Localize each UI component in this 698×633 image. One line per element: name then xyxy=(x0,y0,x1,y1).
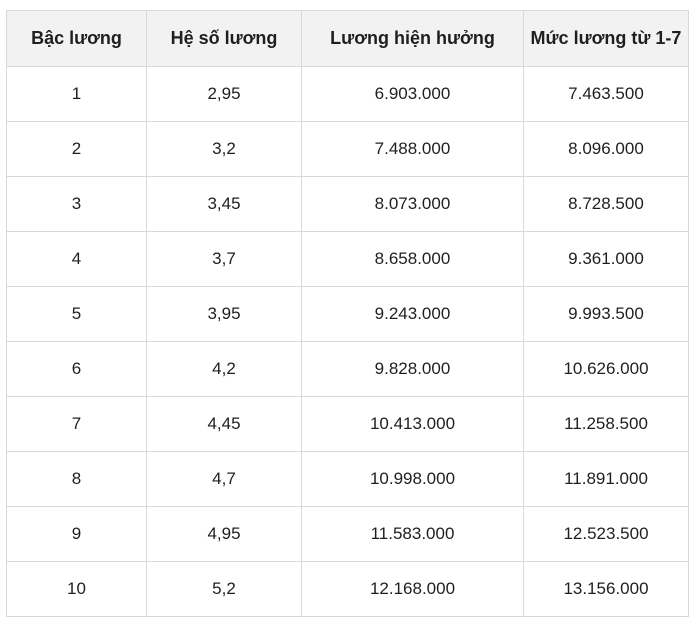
cell-salary-grade: 5 xyxy=(7,287,147,342)
table-header-row xyxy=(7,11,689,67)
cell-salary-coefficient: 3,7 xyxy=(147,232,302,287)
header-salary-coefficient: Hệ số lương xyxy=(147,11,302,67)
cell-salary-coefficient: 3,2 xyxy=(147,122,302,177)
cell-salary-level-1-7: 9.361.000 xyxy=(524,232,689,287)
cell-salary-coefficient: 4,95 xyxy=(147,507,302,562)
header-salary-grade: Bậc lương xyxy=(7,11,147,67)
cell-salary-grade: 9 xyxy=(7,507,147,562)
cell-salary-grade: 3 xyxy=(7,177,147,232)
cell-salary-coefficient: 3,45 xyxy=(147,177,302,232)
cell-salary-level-1-7: 11.258.500 xyxy=(524,397,689,452)
table-row xyxy=(7,452,689,507)
table-row xyxy=(7,397,689,452)
cell-salary-level-1-7: 7.463.500 xyxy=(524,67,689,122)
cell-salary-level-1-7: 11.891.000 xyxy=(524,452,689,507)
cell-salary-coefficient: 3,95 xyxy=(147,287,302,342)
table-row xyxy=(7,67,689,122)
cell-salary-grade: 4 xyxy=(7,232,147,287)
cell-current-salary: 12.168.000 xyxy=(302,562,524,617)
cell-salary-grade: 10 xyxy=(7,562,147,617)
cell-salary-level-1-7: 8.096.000 xyxy=(524,122,689,177)
cell-salary-grade: 2 xyxy=(7,122,147,177)
table-row xyxy=(7,232,689,287)
cell-salary-coefficient: 5,2 xyxy=(147,562,302,617)
table-row xyxy=(7,122,689,177)
header-current-salary: Lương hiện hưởng xyxy=(302,11,524,67)
cell-current-salary: 8.073.000 xyxy=(302,177,524,232)
cell-current-salary: 9.243.000 xyxy=(302,287,524,342)
cell-salary-coefficient: 2,95 xyxy=(147,67,302,122)
cell-salary-level-1-7: 13.156.000 xyxy=(524,562,689,617)
cell-salary-coefficient: 4,2 xyxy=(147,342,302,397)
cell-current-salary: 10.998.000 xyxy=(302,452,524,507)
salary-table xyxy=(6,10,689,617)
cell-salary-coefficient: 4,45 xyxy=(147,397,302,452)
table-body xyxy=(7,67,689,617)
cell-salary-level-1-7: 10.626.000 xyxy=(524,342,689,397)
cell-current-salary: 10.413.000 xyxy=(302,397,524,452)
cell-salary-grade: 1 xyxy=(7,67,147,122)
cell-salary-level-1-7: 9.993.500 xyxy=(524,287,689,342)
cell-current-salary: 7.488.000 xyxy=(302,122,524,177)
cell-salary-grade: 8 xyxy=(7,452,147,507)
cell-salary-coefficient: 4,7 xyxy=(147,452,302,507)
table-row xyxy=(7,507,689,562)
cell-current-salary: 11.583.000 xyxy=(302,507,524,562)
cell-salary-level-1-7: 8.728.500 xyxy=(524,177,689,232)
table-row xyxy=(7,342,689,397)
cell-salary-grade: 7 xyxy=(7,397,147,452)
cell-current-salary: 8.658.000 xyxy=(302,232,524,287)
cell-salary-grade: 6 xyxy=(7,342,147,397)
header-salary-level-1-7: Mức lương từ 1-7 xyxy=(524,11,689,67)
table-row xyxy=(7,177,689,232)
table-row xyxy=(7,287,689,342)
table-row xyxy=(7,562,689,617)
cell-salary-level-1-7: 12.523.500 xyxy=(524,507,689,562)
cell-current-salary: 6.903.000 xyxy=(302,67,524,122)
cell-current-salary: 9.828.000 xyxy=(302,342,524,397)
